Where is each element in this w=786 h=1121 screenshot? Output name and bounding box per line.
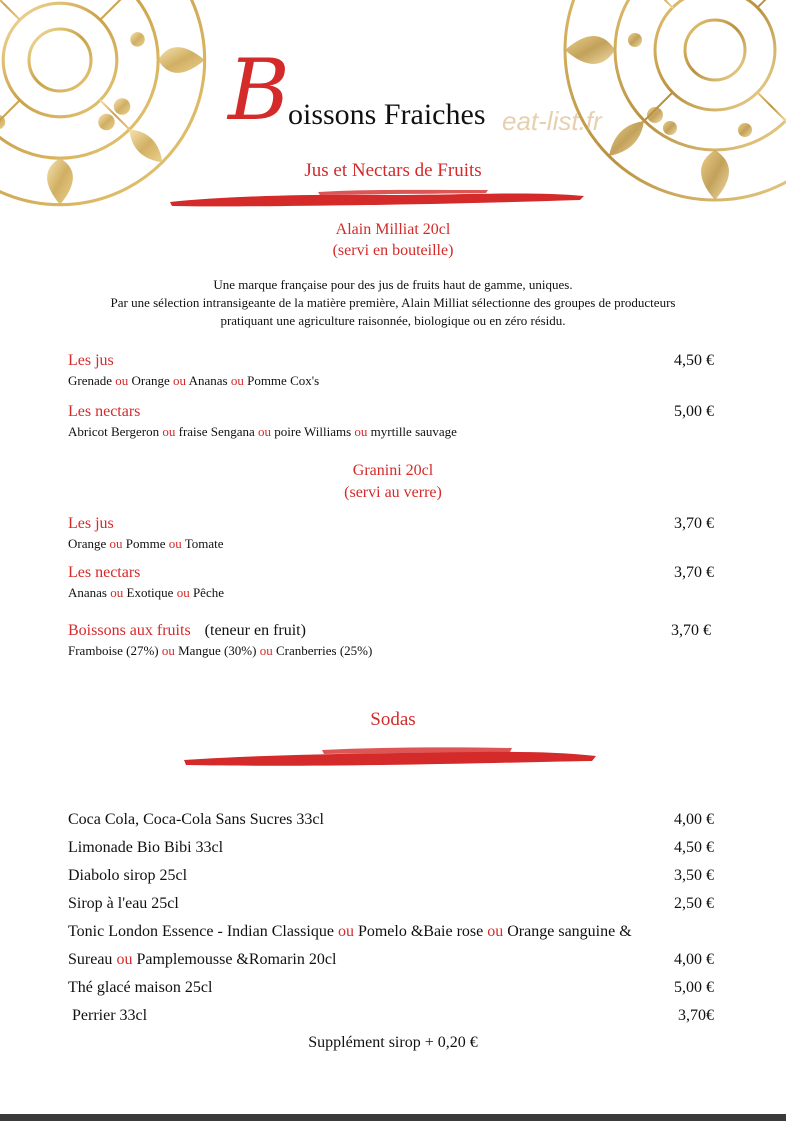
option: Sureau [68,951,113,968]
brand-description-line: pratiquant une agriculture raisonnée, biologique ou en zéro résidu. [220,313,566,328]
option: Pomelo &Baie rose [357,923,484,940]
separator: ou [161,643,175,658]
supplement-note: Supplément sirop + 0,20 € [308,1034,478,1051]
item-name: Limonade Bio Bibi 33cl [68,839,224,856]
item-name: Thé glacé maison 25cl [68,979,213,996]
brand-description-line: Une marque française pour des jus de fruits haut de gamme, uniques. [213,277,573,292]
item-note: (teneur en fruit) [204,622,306,639]
menu-item [68,352,718,389]
item-options [68,424,718,440]
item-name: Tonic London Essence - Indian Classique [68,923,334,940]
option: Pêche [192,585,224,600]
separator: ou [258,424,272,439]
item-price: 4,50 € [674,352,714,369]
item-price: 5,00 € [674,403,714,420]
option: Abricot Bergeron [68,424,160,439]
option: Orange sanguine & [507,923,632,940]
brand-serving-note: (servi au verre) [344,484,442,501]
page-title-text: oissons Fraiches [288,98,486,131]
option: Orange [68,536,107,551]
menu-item [68,403,718,440]
soda-item [68,867,714,885]
separator: ou [354,424,368,439]
menu-item [68,564,718,601]
brand-name-granini: Granini 20cl [352,462,434,479]
soda-item [72,1007,714,1025]
separator: ou [259,643,273,658]
section-title-sodas: Sodas [370,709,416,730]
option: Pamplemousse &Romarin 20cl [136,951,337,968]
option: fraise Sengana [178,424,255,439]
separator: ou [487,923,504,940]
item-name: Diabolo sirop 25cl [68,867,188,884]
separator: ou [110,585,124,600]
separator: ou [116,951,133,968]
item-name: Perrier 33cl [72,1007,148,1024]
option: Framboise (27%) [68,643,159,658]
item-name: Boissons aux fruits [68,622,191,639]
item-options [68,585,718,601]
option: Grenade [68,373,113,388]
item-options [68,373,718,389]
soda-item-tonic [68,923,714,941]
item-price: 3,70 € [674,515,714,532]
item-price: 3,70 € [674,564,714,581]
item-price: 2,50 € [674,895,714,912]
option: Ananas [188,373,228,388]
item-price: 3,50 € [674,867,714,884]
separator: ou [337,923,354,940]
item-options [68,643,718,659]
option: Pomme Cox's [247,373,320,388]
option: Ananas [68,585,107,600]
item-name: Les nectars [68,564,141,581]
separator: ou [115,373,129,388]
page-title-initial: B [228,41,290,139]
bottom-border [0,1114,786,1121]
item-price: 3,70€ [678,1007,714,1024]
option: Mangue (30%) [178,643,257,658]
item-name: Les nectars [68,403,141,420]
item-price: 3,70 € [671,622,711,639]
soda-item [68,811,714,829]
item-price: 4,50 € [674,839,714,856]
item-options [68,536,718,552]
option: Pomme [125,536,166,551]
option: Orange [131,373,170,388]
separator: ou [230,373,244,388]
brand-description-line: Par une sélection intransigeante de la matière première, Alain Milliat sélectionne des groupes de producteurs [110,295,676,310]
separator: ou [168,536,182,551]
option: Exotique [126,585,174,600]
item-price: 4,00 € [674,811,714,828]
red-brush-divider-icon [168,186,588,212]
item-name-row [68,622,718,640]
red-brush-divider-icon [182,744,600,772]
option: Tomate [184,536,224,551]
item-name: Les jus [68,352,114,369]
option: Cranberries (25%) [275,643,373,658]
menu-item [68,622,718,659]
option: poire Williams [274,424,352,439]
soda-item [68,979,714,997]
item-name: Coca Cola, Coca-Cola Sans Sucres 33cl [68,811,324,828]
option: myrtille sauvage [370,424,457,439]
separator: ou [109,536,123,551]
mandala-ornament-left-icon [0,0,215,215]
soda-item [68,895,714,913]
separator: ou [173,373,187,388]
item-price: 5,00 € [674,979,714,996]
soda-item [68,839,714,857]
separator: ou [176,585,190,600]
watermark: eat-list.fr [502,106,602,136]
menu-item [68,515,718,552]
section-title-juices: Jus et Nectars de Fruits [304,160,482,181]
item-name: Sirop à l'eau 25cl [68,895,179,912]
item-name: Les jus [68,515,114,532]
soda-item-tonic-continued [68,951,714,969]
brand-serving-note: (servi en bouteille) [332,242,454,259]
separator: ou [162,424,176,439]
brand-name-alain-milliat: Alain Milliat 20cl [335,221,451,238]
item-price: 4,00 € [674,951,714,968]
